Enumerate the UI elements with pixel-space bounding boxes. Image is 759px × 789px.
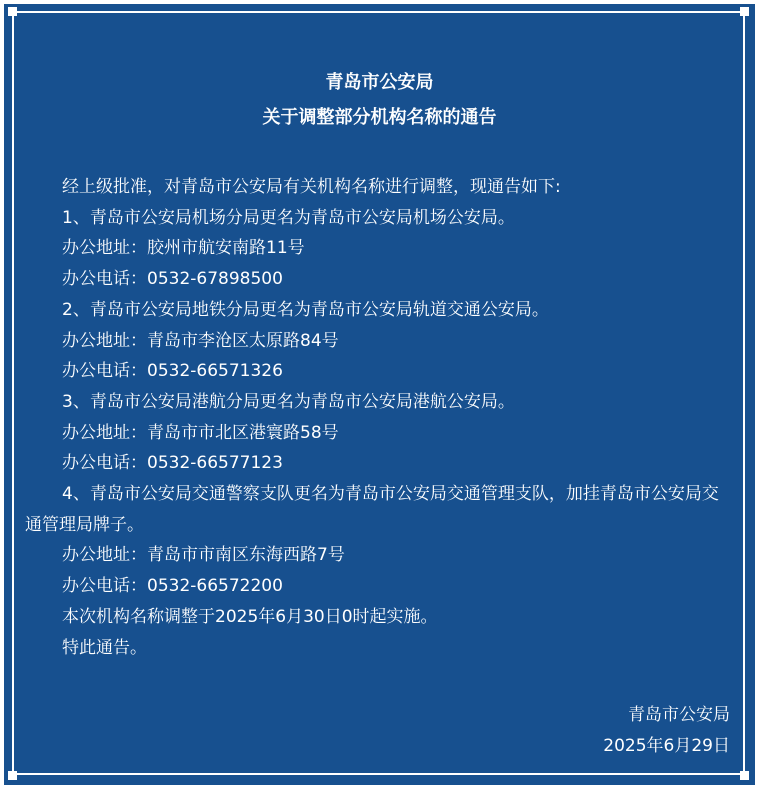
corner-square-bottom-right bbox=[740, 771, 749, 780]
item-2-rename: 2、青岛市公安局地铁分局更名为青岛市公安局轨道交通公安局。 bbox=[62, 299, 549, 320]
item-4-phone: 办公电话：0532-66572200 bbox=[62, 576, 283, 597]
notice-issuer-title: 青岛市公安局 bbox=[325, 72, 434, 93]
closing-paragraph: 特此通告。 bbox=[62, 637, 147, 658]
item-1-address: 办公地址：胶州市航安南路11号 bbox=[62, 238, 305, 259]
item-3-rename: 3、青岛市公安局港航分局更名为青岛市公安局港航公安局。 bbox=[62, 391, 515, 412]
item-1-rename: 1、青岛市公安局机场分局更名为青岛市公安局机场公安局。 bbox=[62, 207, 515, 228]
corner-square-bottom-left bbox=[8, 771, 17, 780]
item-3-phone: 办公电话：0532-66577123 bbox=[62, 453, 283, 474]
signature-organization: 青岛市公安局 bbox=[628, 705, 730, 725]
item-3-address: 办公地址：青岛市市北区港寰路58号 bbox=[62, 422, 339, 443]
item-4-address: 办公地址：青岛市市南区东海西路7号 bbox=[62, 545, 345, 566]
corner-square-top-left bbox=[8, 7, 17, 16]
item-1-phone: 办公电话：0532-67898500 bbox=[62, 269, 283, 290]
corner-square-top-right bbox=[740, 7, 749, 16]
notice-body bbox=[25, 172, 733, 663]
item-2-address: 办公地址：青岛市李沧区太原路84号 bbox=[62, 330, 339, 351]
intro-paragraph: 经上级批准，对青岛市公安局有关机构名称进行调整，现通告如下: bbox=[62, 177, 561, 197]
effective-date-paragraph: 本次机构名称调整于2025年6月30日0时起实施。 bbox=[62, 606, 438, 627]
item-2-phone: 办公电话：0532-66571326 bbox=[62, 361, 283, 382]
signature-date: 2025年6月29日 bbox=[603, 736, 730, 756]
item-4-rename: 4、青岛市公安局交通警察支队更名为青岛市公安局交通管理支队，加挂青岛市公安局交通管理局牌子。 bbox=[25, 484, 719, 535]
notice-subject-title: 关于调整部分机构名称的通告 bbox=[262, 107, 497, 128]
